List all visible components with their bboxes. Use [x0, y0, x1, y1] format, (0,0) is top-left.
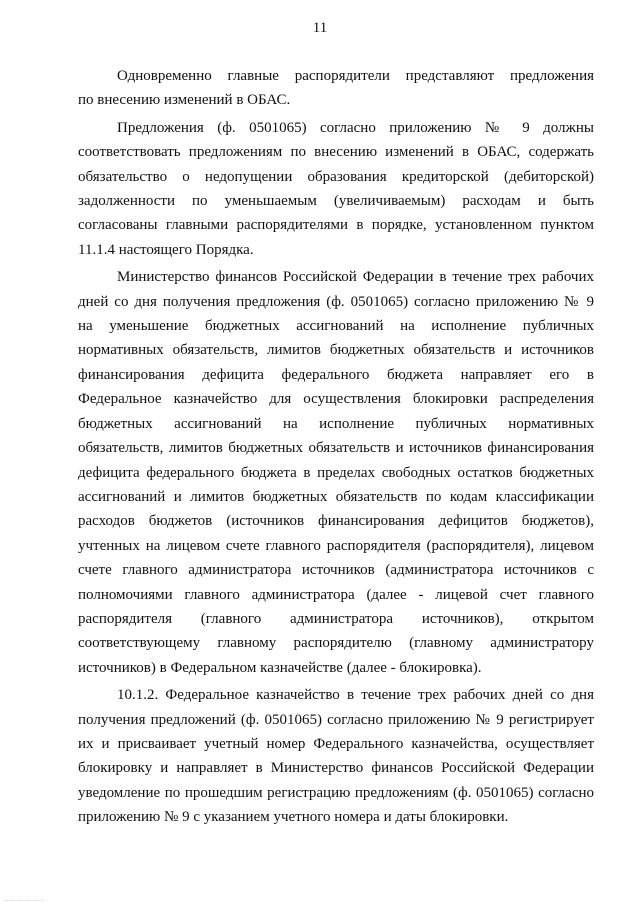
- text-line: счете главного администратора источников (администратора источников с: [78, 562, 594, 579]
- document-body: [78, 64, 594, 833]
- paragraph-3: [78, 265, 594, 680]
- text-line: уведомление по прошедшим регистрацию предложениям (ф. 0501065) согласно: [78, 784, 594, 801]
- text-line: Предложения (ф. 0501065) согласно приложению № 9 должны: [117, 119, 594, 136]
- text-line: Федеральное казначейство для осуществления блокировки распределения: [78, 391, 594, 408]
- text-line: дней со дня получения предложения (ф. 0501065) согласно приложению № 9: [78, 293, 594, 310]
- text-line: ассигнований и лимитов бюджетных обязательств по кодам классификации: [78, 488, 594, 505]
- text-line: финансирования дефицита федерального бюджета направляет его в: [78, 366, 594, 383]
- page-number: 11: [312, 20, 328, 36]
- text-line: расходов бюджетов (источников финансирования дефицитов бюджетов),: [78, 513, 594, 530]
- text-line: их и присваивает учетный номер Федерального казначейства, осуществляет: [78, 735, 594, 752]
- text-line: на уменьшение бюджетных ассигнований на исполнение публичных: [78, 318, 594, 335]
- text-line: согласованы главными распорядителями в порядке, установленном пунктом: [78, 217, 594, 234]
- text-line: 11.1.4 настоящего Порядка.: [78, 241, 254, 258]
- text-line: бюджетных ассигнований на исполнение публичных нормативных: [78, 415, 594, 432]
- paragraph-1: [78, 64, 594, 113]
- paragraph-4: [78, 683, 594, 829]
- text-line: соответствовать предложениям по внесению изменений в ОБАС, содержать: [78, 144, 594, 161]
- text-line: 10.1.2. Федеральное казначейство в течение трех рабочих дней со дня: [117, 687, 594, 704]
- text-line: Министерство финансов Российской Федерации в течение трех рабочих: [117, 269, 594, 286]
- text-line: приложению № 9 с указанием учетного номера и даты блокировки.: [78, 809, 509, 826]
- text-line: учтенных на лицевом счете главного распорядителя (распорядителя), лицевом: [78, 537, 594, 554]
- text-line: полномочиями главного администратора (далее - лицевой счет главного: [78, 586, 594, 603]
- text-line: нормативных обязательств, лимитов бюджетных обязательств и источников: [78, 342, 594, 359]
- text-line: задолженности по уменьшаемым (увеличиваемым) расходам и быть: [78, 193, 594, 210]
- text-line: обязательство о недопущении образования кредиторской (дебиторской): [78, 168, 594, 185]
- paragraph-2: [78, 116, 594, 262]
- scan-artifact: [4, 894, 44, 901]
- text-line: распорядителя (главного администратора источников), открытом: [78, 610, 594, 627]
- text-line: дефицита федерального бюджета в пределах свободных остатков бюджетных: [78, 464, 594, 481]
- text-line: соответствующему главному распорядителю (главному администратору: [78, 635, 594, 652]
- text-line: получения предложений (ф. 0501065) согласно приложению № 9 регистрирует: [78, 711, 594, 728]
- text-line: блокировку и направляет в Министерство финансов Российской Федерации: [78, 760, 594, 777]
- text-line: по внесению изменений в ОБАС.: [78, 92, 291, 109]
- text-line: обязательств, лимитов бюджетных обязательств и источников финансирования: [78, 440, 594, 457]
- text-line: Одновременно главные распорядители представляют предложения: [117, 68, 594, 84]
- text-line: источников) в Федеральном казначействе (далее - блокировка).: [78, 659, 482, 676]
